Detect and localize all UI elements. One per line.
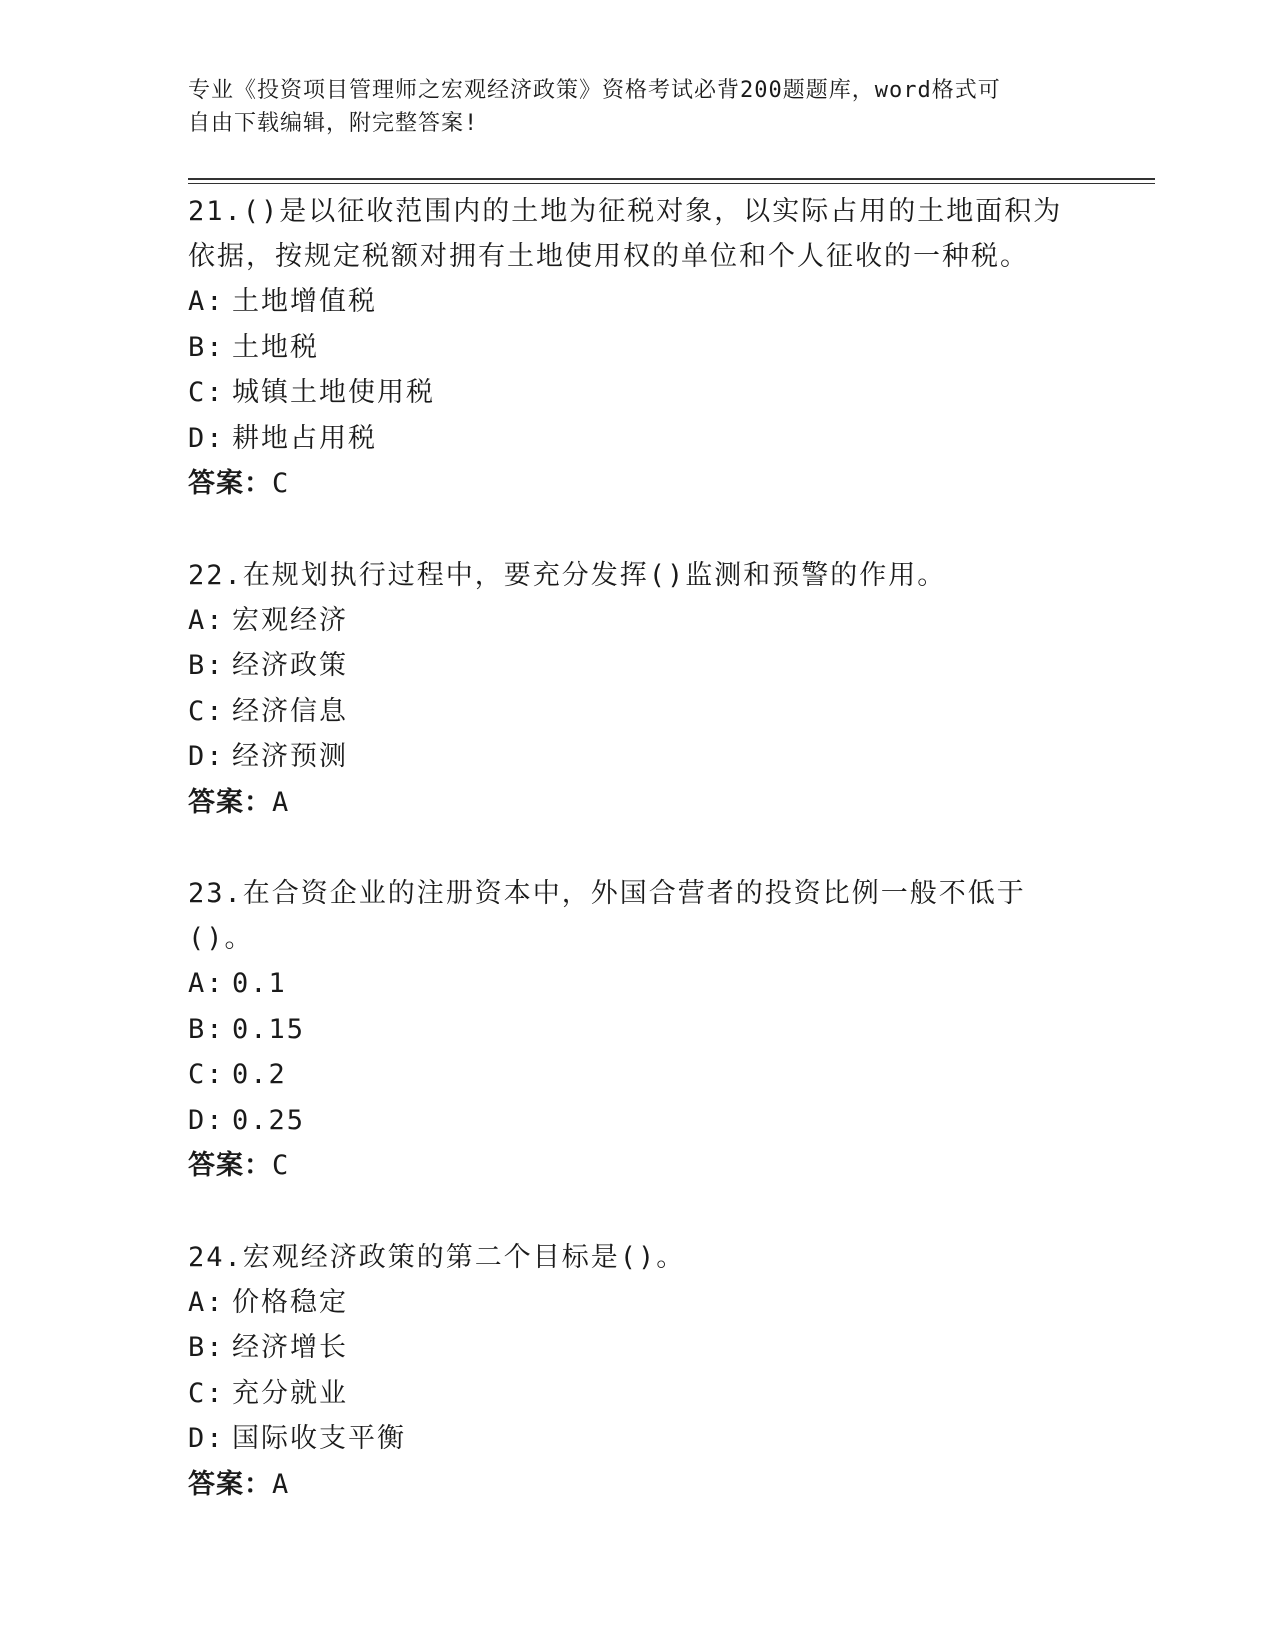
option-b	[188, 325, 1088, 371]
option-a	[188, 279, 1088, 325]
option-text: 经济增长	[232, 1332, 348, 1363]
option-text: 国际收支平衡	[232, 1423, 406, 1454]
option-d	[188, 416, 1088, 462]
option-key: A:	[188, 604, 225, 636]
option-key: D:	[188, 1104, 225, 1136]
option-c	[188, 370, 1088, 416]
question-number: 24.	[188, 1241, 243, 1273]
option-c	[188, 689, 1088, 735]
question-list	[188, 189, 1088, 1553]
option-key: B:	[188, 650, 225, 681]
question-text: 宏观经济政策的第二个目标是()。	[242, 1241, 686, 1273]
header-title-line-1: 专业《投资项目管理师之宏观经济政策》资格考试必背200题题库，word格式可	[188, 78, 1001, 103]
header-divider-thin	[188, 183, 1155, 184]
option-text: 充分就业	[232, 1377, 348, 1409]
question-text: 在规划执行过程中，要充分发挥()监测和预警的作用。	[242, 559, 947, 591]
option-key: A:	[188, 968, 225, 999]
question-stem	[188, 189, 1068, 279]
option-text: 城镇土地使用税	[232, 377, 435, 408]
option-text: 经济信息	[232, 695, 348, 727]
answer-value: C	[272, 1150, 289, 1181]
option-b	[188, 1325, 1088, 1371]
option-d	[188, 1098, 1088, 1144]
question-text: ()是以征收范围内的土地为征税对象，以实际占用的土地面积为依据，按规定税额对拥有土地使用权的单位和个人征收的一种税。	[188, 196, 1063, 272]
option-text: 0.2	[232, 1059, 287, 1090]
option-key: A:	[188, 286, 225, 317]
option-key: C:	[188, 377, 225, 408]
option-text: 0.1	[232, 968, 287, 999]
question-number: 22.	[188, 559, 243, 591]
option-text: 0.15	[232, 1013, 306, 1045]
option-text: 经济政策	[232, 650, 348, 681]
option-key: C:	[188, 1377, 225, 1409]
question-stem	[188, 1235, 1068, 1280]
question-24	[188, 1235, 1088, 1508]
header-divider-thick	[188, 178, 1155, 180]
option-a	[188, 1280, 1088, 1326]
option-key: B:	[188, 1332, 225, 1363]
answer-value: A	[272, 786, 289, 818]
answer-line	[188, 1143, 1088, 1189]
option-b	[188, 1007, 1088, 1053]
option-b	[188, 643, 1088, 689]
option-text: 经济预测	[232, 741, 348, 772]
answer-value: C	[272, 468, 289, 499]
question-text: 在合资企业的注册资本中，外国合营者的投资比例一般不低于()。	[188, 878, 1026, 954]
option-a	[188, 598, 1088, 644]
option-c	[188, 1371, 1088, 1417]
option-text: 价格稳定	[232, 1286, 348, 1318]
option-text: 0.25	[232, 1104, 306, 1136]
answer-label: 答案：	[188, 786, 272, 818]
option-key: B:	[188, 331, 225, 363]
question-21	[188, 189, 1088, 507]
option-text: 宏观经济	[232, 604, 348, 636]
answer-line	[188, 1462, 1088, 1508]
option-key: B:	[188, 1013, 225, 1045]
option-key: C:	[188, 1059, 225, 1090]
question-stem	[188, 871, 1068, 961]
option-text: 耕地占用税	[232, 422, 377, 454]
option-a	[188, 961, 1088, 1007]
header-title-line-2: 自由下载编辑，附完整答案!	[188, 111, 479, 136]
option-text: 土地税	[232, 331, 319, 363]
document-header	[188, 74, 1068, 140]
answer-label: 答案：	[188, 1468, 272, 1500]
answer-label: 答案：	[188, 468, 272, 499]
answer-value: A	[272, 1468, 289, 1500]
option-c	[188, 1052, 1088, 1098]
option-key: D:	[188, 741, 225, 772]
option-key: D:	[188, 422, 225, 454]
answer-line	[188, 780, 1088, 826]
option-d	[188, 1416, 1088, 1462]
question-number: 21.	[188, 196, 243, 227]
answer-label: 答案：	[188, 1150, 272, 1181]
option-key: A:	[188, 1286, 225, 1318]
option-key: D:	[188, 1423, 225, 1454]
option-d	[188, 734, 1088, 780]
question-23	[188, 871, 1088, 1189]
answer-line	[188, 461, 1088, 507]
question-stem	[188, 553, 1068, 598]
option-key: C:	[188, 695, 225, 727]
question-number: 23.	[188, 878, 243, 909]
question-22	[188, 553, 1088, 826]
option-text: 土地增值税	[232, 286, 377, 317]
